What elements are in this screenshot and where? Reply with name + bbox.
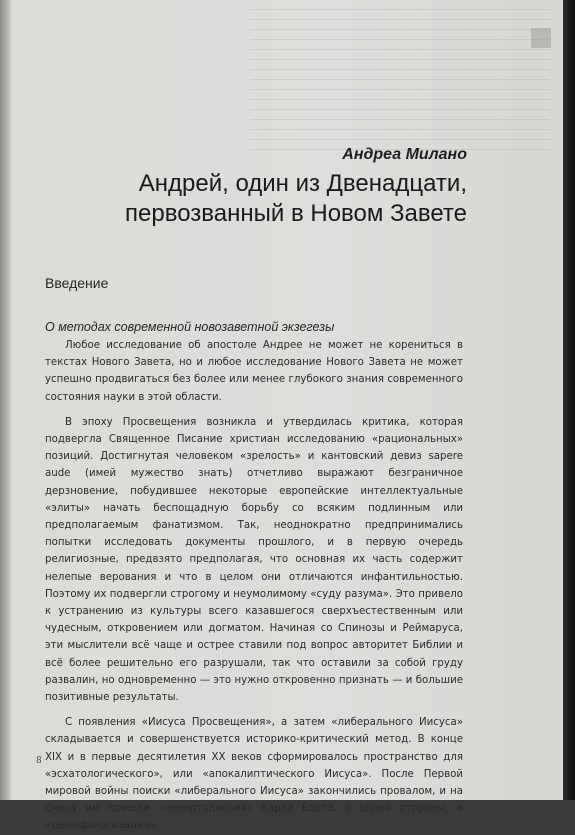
- article-body: [45, 337, 463, 835]
- paragraph-2: В эпоху Просвещения возникла и утвердилась критика, которая подвергла Священное Писание христиан исследованию «рациональных» позиций. Достигнутая человеком «зрелость» и кантовский девиз sapere aude (имей мужество знать) отчетливо выражают безграничное дерзновение, побудившее некоторые европейские интеллектуальные «элиты» начать беспощадную борьбу со всяким подлинным или предполагаемым фанатизмом. Так, неоднократно предпринимались попытки исследовать документы прошлого, и в первую очередь религиозные, предвзято предполагая, что основная их часть содержит нелепые верования и что в целом они отличаются инфантильностью. Поэтому их подвергли строгому и неумолимому «суду разума». Это привело к устранению из культуры всего казавшегося сверхъестественным или чудесным, откровением или догматом. Начиная со Спинозы и Реймаруса, эти мыслители всё чаще и острее ставили под вопрос авторитет Библии и всё более решительно его разрушали, так что оставили за собой груду развалин, но одновременно — это нужно откровенно признать — и большие позитивные результаты.: [45, 416, 463, 704]
- article-title-line-1: Андрей, один из Двенадцати,: [138, 170, 467, 197]
- article-author: Андреа Милано: [342, 146, 467, 163]
- article-title-line-2: первозванный в Новом Завете: [125, 200, 467, 227]
- page-binding-shadow: [0, 0, 10, 800]
- book-edge: [563, 0, 575, 800]
- page-corner-marker: [531, 28, 551, 48]
- subsection-heading: О методах современной новозаветной экзегезы: [45, 320, 335, 334]
- section-heading: Введение: [45, 275, 109, 291]
- paragraph-3: С появления «Иисуса Просвещения», а затем «либерального Иисуса» складывается и совершенствуется историко-критический метод. В конце XIX и в первые десятилетия XX веков сформировалось пространство для «эсхатологического», или «апокалиптического Иисуса». После Первой мировой войны поиски «либерального Иисуса» закончились провалом, и на смену им пришли «неоортодоксия» Карла Барта, с одной стороны, и «демифологизация»: [45, 717, 463, 832]
- page-number: 8: [36, 756, 42, 766]
- paragraph-1: Любое исследование об апостоле Андрее не может не корениться в текстах Нового Завета, но и любое исследование Нового Завета не может успешно продвигаться без более или менее глубокого знания современного состояния науки в этой области.: [45, 340, 463, 403]
- reverse-side-bleed-through: [250, 0, 550, 150]
- article-title: [0, 169, 467, 229]
